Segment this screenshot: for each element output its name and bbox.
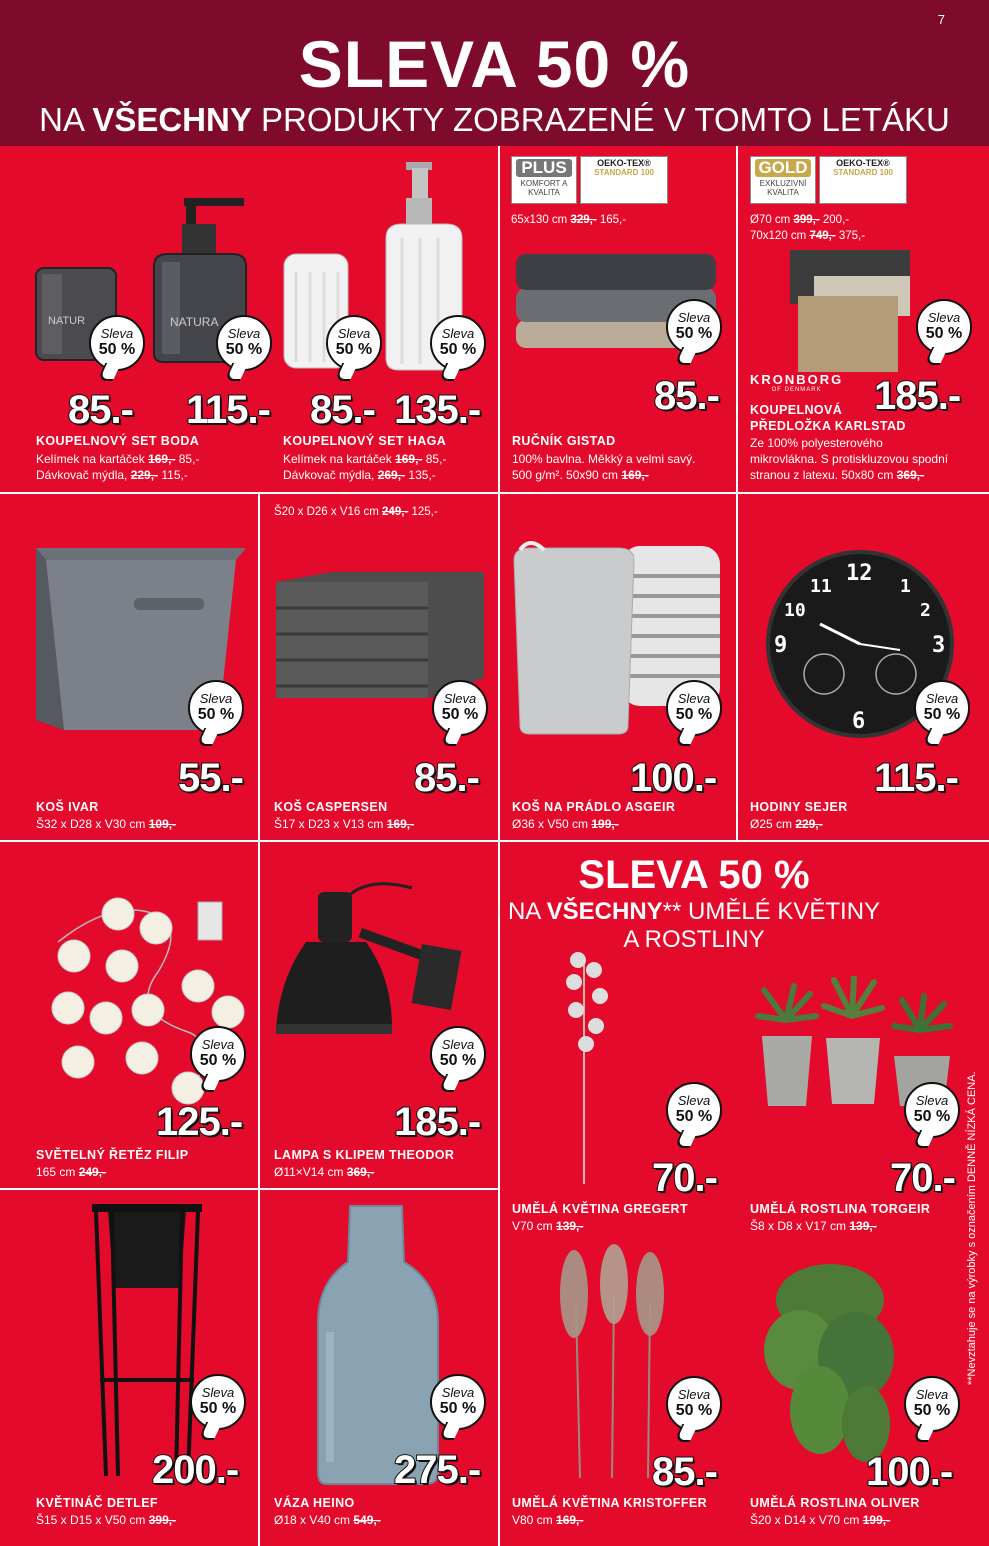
discount-badge: Sleva 50 % (190, 1026, 246, 1082)
price-theodor: 185.- (394, 1100, 481, 1144)
product-cell-asgeir (500, 494, 738, 842)
discount-badge: Sleva 50 % (904, 1082, 960, 1138)
price-kristoffer: 85.- (652, 1450, 717, 1494)
price-filip: 125.- (156, 1100, 243, 1144)
discount-badge: Sleva 50 % (430, 1026, 486, 1082)
product-cell-sejer (738, 494, 989, 842)
product-name-theodor: LAMPA S KLIPEM THEODOR (274, 1148, 455, 1162)
discount-badge: Sleva 50 % (430, 315, 486, 371)
discount-badge: Sleva 50 % (190, 1374, 246, 1430)
price-ivar: 55.- (178, 756, 243, 800)
kronborg-logo: KRONBORG OF DENMARK (750, 372, 844, 393)
oeko-tex-label: OEKO-TEX® STANDARD 100 (580, 156, 668, 204)
discount-badge: Sleva 50 % (666, 299, 722, 355)
product-cell-detlef (0, 1190, 260, 1546)
price-torgeir: 70.- (890, 1156, 955, 1200)
product-desc-haga: Kelímek na kartáček 169,- 85,- Dávkovač mýdla, 269,- 135,- (283, 452, 447, 482)
product-cell-bath-sets (0, 146, 500, 494)
karlstad-size-price-2: 70x120 cm 749,- 375,- (750, 230, 866, 242)
product-desc-caspersen: Š17 x D23 x V13 cm 169,- (274, 817, 415, 831)
price-sejer: 115.- (874, 756, 958, 800)
discount-badge: Sleva 50 % (188, 680, 244, 736)
price-oliver: 100.- (866, 1450, 953, 1494)
product-desc-gistad: 100% bavlna. Měkký a velmi savý. 500 g/m². 50x90 cm 169,- (512, 452, 696, 482)
discount-badge: Sleva 50 % (216, 315, 272, 371)
product-name-karlstad: KOUPELNOVÁ PŘEDLOŽKA KARLSTAD (750, 403, 906, 433)
caspersen-size-price: Š20 x D26 x V16 cm 249,- 125,- (274, 506, 438, 518)
oeko-tex-label: OEKO-TEX® STANDARD 100 (819, 156, 907, 204)
side-note-disclaimer: **Nevztahuje se na výrobky s označením DENNĚ NÍZKÁ CENA. (966, 1071, 978, 1385)
certificate-labels (511, 156, 668, 204)
product-desc-sejer: Ø25 cm 229,- (750, 817, 823, 831)
product-desc-kristoffer: V80 cm 169,- (512, 1513, 584, 1527)
product-name-caspersen: KOŠ CASPERSEN (274, 800, 388, 814)
product-name-detlef: KVĚTINÁČ DETLEF (36, 1496, 158, 1510)
product-cell-filip (0, 842, 260, 1190)
price-asgeir: 100.- (630, 756, 717, 800)
bath-mats-image (790, 250, 920, 376)
svg-text:NATURA: NATURA (170, 315, 219, 329)
product-name-kristoffer: UMĚLÁ KVĚTINA KRISTOFFER (512, 1496, 708, 1510)
product-desc-gregert: V70 cm 139,- (512, 1219, 584, 1233)
discount-badge: Sleva 50 % (666, 1082, 722, 1138)
product-name-asgeir: KOŠ NA PRÁDLO ASGEIR (512, 800, 676, 814)
kristoffer-pampas-image (540, 1244, 680, 1480)
price-heino: 275.- (394, 1448, 481, 1492)
discount-badge: Sleva 50 % (326, 315, 382, 371)
header-banner (0, 0, 989, 146)
page-number: 7 (937, 12, 945, 27)
product-cell-gistad (500, 146, 738, 494)
product-name-sejer: HODINY SEJER (750, 800, 848, 814)
svg-text:12: 12 (846, 561, 873, 586)
svg-text:6: 6 (852, 709, 866, 734)
product-name-torgeir: UMĚLÁ ROSTLINA TORGEIR (750, 1202, 931, 1216)
product-desc-heino: Ø18 x V40 cm 549,- (274, 1513, 381, 1527)
svg-text:11: 11 (810, 576, 832, 597)
product-name-heino: VÁZA HEINO (274, 1496, 355, 1510)
price-gistad: 85.- (654, 374, 719, 418)
product-name-gistad: RUČNÍK GISTAD (512, 434, 616, 448)
price-karlstad: 185.- (874, 374, 961, 418)
gistad-size-price: 65x130 cm 329,- 165,- (511, 214, 627, 226)
price-boda-dispenser: 115.- (186, 388, 270, 432)
product-desc-boda: Kelímek na kartáček 169,- 85,- Dávkovač mýdla, 229,- 115,- (36, 452, 200, 482)
discount-badge: Sleva 50 % (430, 1374, 486, 1430)
detlef-plant-stand-image (82, 1200, 212, 1480)
price-boda-cup: 85.- (68, 388, 133, 432)
svg-text:9: 9 (774, 633, 788, 658)
oliver-plant-image (760, 1260, 900, 1470)
plus-quality-label: PLUS KOMFORT A KVALITA (511, 156, 577, 204)
product-name-boda: KOUPELNOVÝ SET BODA (36, 434, 200, 448)
gold-quality-label: GOLD EXKLUZIVNÍ KVALITA (750, 156, 816, 204)
product-cell-heino (260, 1190, 500, 1546)
product-name-ivar: KOŠ IVAR (36, 800, 99, 814)
price-gregert: 70.- (652, 1156, 717, 1200)
product-cell-karlstad (738, 146, 989, 494)
product-name-haga: KOUPELNOVÝ SET HAGA (283, 434, 447, 448)
price-detlef: 200.- (152, 1448, 239, 1492)
svg-text:1: 1 (900, 576, 911, 597)
header-subtitle: NA VŠECHNY PRODUKTY ZOBRAZENÉ V TOMTO LETÁKU (39, 101, 950, 138)
product-desc-ivar: Š32 x D28 x V30 cm 109,- (36, 817, 177, 831)
product-desc-torgeir: Š8 x D8 x V17 cm 139,- (750, 1219, 877, 1233)
flowers-promo-title: SLEVA 50 % NA VŠECHNY** UMĚLÉ KVĚTINY A ROSTLINY (507, 853, 881, 953)
discount-badge: Sleva 50 % (916, 299, 972, 355)
discount-badge: Sleva 50 % (89, 315, 145, 371)
product-desc-oliver: Š20 x D14 x V70 cm 199,- (750, 1513, 891, 1527)
discount-badge: Sleva 50 % (432, 680, 488, 736)
discount-badge: Sleva 50 % (666, 680, 722, 736)
product-desc-theodor: Ø11×V14 cm 369,- (274, 1165, 375, 1179)
product-desc-detlef: Š15 x D15 x V50 cm 399,- (36, 1513, 177, 1527)
karlstad-size-price-1: Ø70 cm 399,- 200,- (750, 214, 850, 226)
product-cell-caspersen (260, 494, 500, 842)
header-title: SLEVA 50 % (298, 27, 691, 101)
svg-text:2: 2 (920, 600, 931, 621)
price-haga-cup: 85.- (310, 388, 375, 432)
product-desc-filip: 165 cm 249,- (36, 1165, 107, 1179)
svg-text:3: 3 (932, 633, 946, 658)
discount-badge: Sleva 50 % (904, 1376, 960, 1432)
discount-badge: Sleva 50 % (914, 680, 970, 736)
product-name-filip: SVĚTELNÝ ŘETĚZ FILIP (36, 1148, 189, 1162)
certificate-labels (750, 156, 907, 204)
product-cell-theodor (260, 842, 500, 1190)
product-name-oliver: UMĚLÁ ROSTLINA OLIVER (750, 1496, 920, 1510)
discount-badge: Sleva 50 % (666, 1376, 722, 1432)
product-cell-ivar (0, 494, 260, 842)
product-desc-asgeir: Ø36 x V50 cm 199,- (512, 817, 619, 831)
product-desc-karlstad: Ze 100% polyesterového mikrovlákna. S protiskluzovou spodní stranou z latexu. 50x80 cm 369,- (750, 436, 949, 482)
price-caspersen: 85.- (414, 756, 479, 800)
svg-text:NATUR: NATUR (48, 315, 86, 327)
svg-text:10: 10 (784, 600, 806, 621)
price-haga-dispenser: 135.- (394, 388, 481, 432)
product-name-gregert: UMĚLÁ KVĚTINA GREGERT (512, 1202, 688, 1216)
gregert-flower-image (550, 940, 640, 1186)
